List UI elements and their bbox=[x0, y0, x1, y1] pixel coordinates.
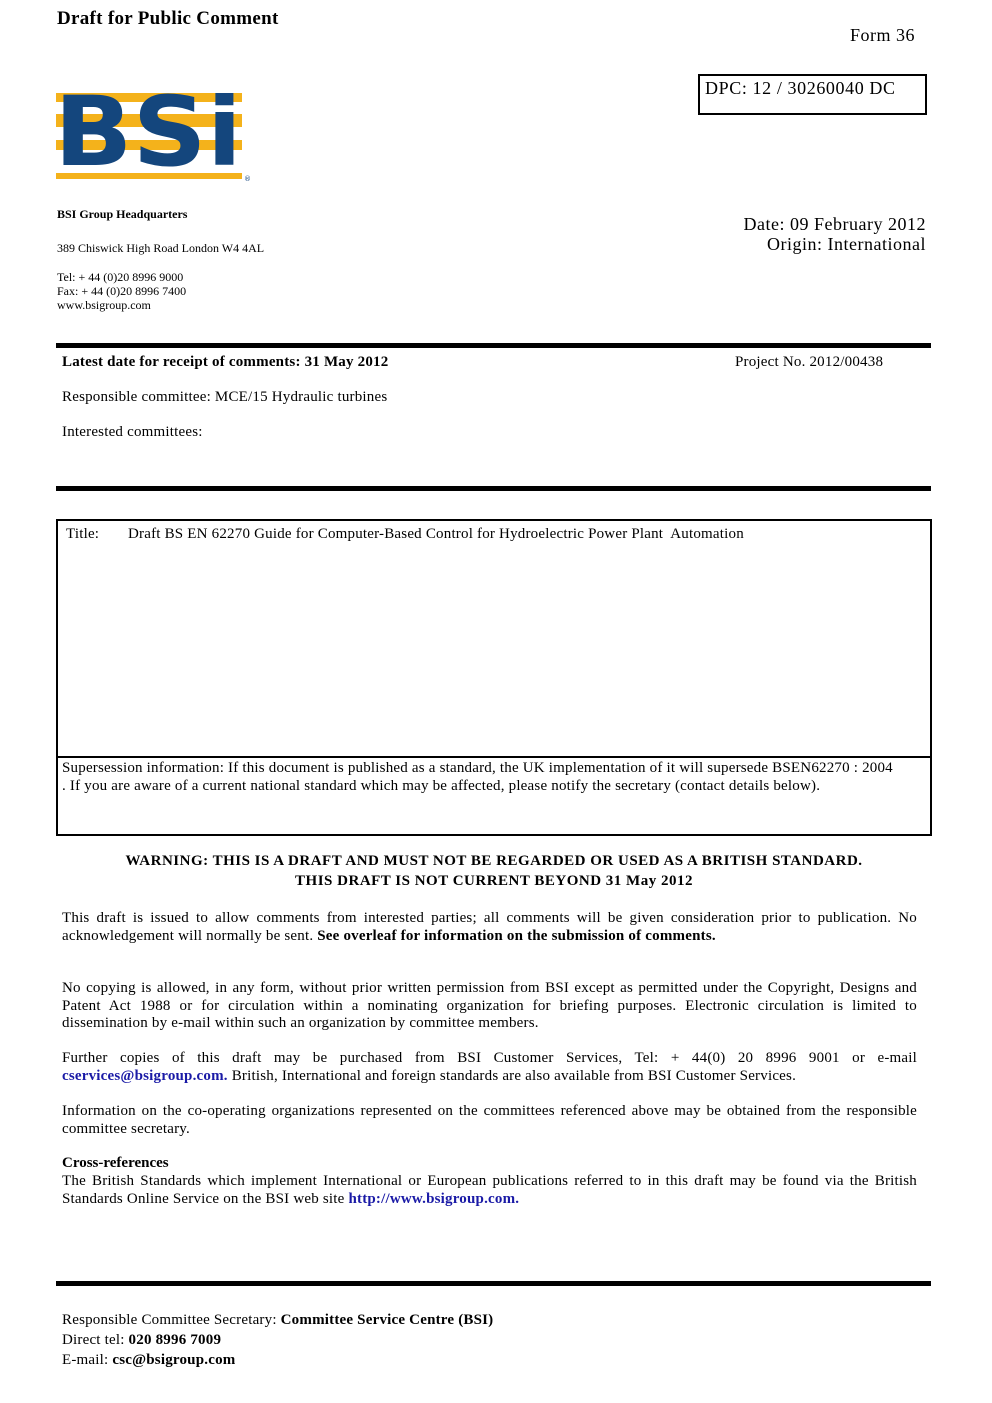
project-number: Project No. 2012/00438 bbox=[735, 354, 884, 370]
footer-email: E-mail: csc@bsigroup.com bbox=[62, 1352, 236, 1368]
interested-committees: Interested committees: bbox=[62, 424, 203, 440]
svg-text:®: ® bbox=[244, 175, 251, 183]
divider bbox=[56, 343, 931, 348]
overleaf-note: See overleaf for information on the submission of comments. bbox=[317, 927, 716, 944]
hq-title: BSI Group Headquarters bbox=[57, 207, 188, 221]
supersession-info: Supersession information: If this document is published as a standard, the UK implementation of it will supersede BSEN62270 : 2004 . If you are aware of a current national standard which may be affected, please notify the secretary (contact details below). bbox=[62, 760, 893, 794]
footer-secretary: Responsible Committee Secretary: Committee Service Centre (BSI) bbox=[62, 1312, 494, 1328]
footer-tel: Direct tel: 020 8996 7009 bbox=[62, 1332, 222, 1348]
footer-contact bbox=[62, 1310, 493, 1370]
hq-address: 389 Chiswick High Road London W4 4AL bbox=[57, 241, 265, 255]
title-text: Draft BS EN 62270 Guide for Computer-Based Control for Hydroelectric Power Plant Automation bbox=[128, 526, 744, 542]
customer-services-email-link[interactable]: cservices@bsigroup.com. bbox=[62, 1067, 228, 1084]
warning-line-2: THIS DRAFT IS NOT CURRENT BEYOND 31 May 2012 bbox=[295, 873, 693, 889]
responsible-committee: Responsible committee: MCE/15 Hydraulic turbines bbox=[62, 389, 388, 405]
paragraph-organizations: Information on the co-operating organizations represented on the committees referenced above may be obtained from the responsible committee secretary. bbox=[62, 1103, 917, 1137]
paragraph-cross-references: The British Standards which implement International or European publications referred to in this draft may be found via the British Standards Online Service on the BSI web site http://www.bsigroup.com. bbox=[62, 1173, 917, 1207]
paragraph-further-copies: Further copies of this draft may be purchased from BSI Customer Services, Tel: + 44(0) 20 8996 9001 or e-mail cservices@bsigroup.com. British, International and foreign standards are also available from BSI Customer Services. bbox=[62, 1050, 917, 1084]
form-number: Form 36 bbox=[850, 25, 916, 45]
draft-title: Draft for Public Comment bbox=[57, 8, 279, 29]
paragraph-comments: This draft is issued to allow comments from interested parties; all comments will be given consideration prior to publication. No acknowledgement will normally be sent. See overleaf for information on the submission of comments. bbox=[62, 910, 917, 944]
hq-web: www.bsigroup.com bbox=[57, 298, 151, 312]
divider bbox=[56, 1281, 931, 1286]
secretary-email-link[interactable]: csc@bsigroup.com bbox=[112, 1352, 236, 1368]
origin: Origin: International bbox=[767, 234, 926, 254]
hq-fax: Fax: + 44 (0)20 8996 7400 bbox=[57, 284, 187, 298]
title-label: Title: bbox=[66, 526, 100, 542]
bsi-logo bbox=[56, 93, 252, 183]
date: Date: 09 February 2012 bbox=[743, 214, 926, 234]
dpc-reference: DPC: 12 / 30260040 DC bbox=[698, 74, 927, 115]
divider bbox=[58, 756, 930, 758]
hq-tel: Tel: + 44 (0)20 8996 9000 bbox=[57, 270, 184, 284]
date-origin bbox=[744, 214, 926, 254]
svg-text:BSi: BSi bbox=[56, 93, 242, 183]
divider bbox=[56, 486, 931, 491]
title-box bbox=[56, 519, 932, 836]
bsi-website-link[interactable]: http://www.bsigroup.com. bbox=[348, 1190, 520, 1207]
warning-line-1: WARNING: THIS IS A DRAFT AND MUST NOT BE REGARDED OR USED AS A BRITISH STANDARD. bbox=[125, 853, 863, 869]
cross-references-heading: Cross-references bbox=[62, 1155, 169, 1171]
hq-contact bbox=[57, 270, 186, 312]
latest-comment-date: Latest date for receipt of comments: 31 May 2012 bbox=[62, 354, 389, 370]
paragraph-copying: No copying is allowed, in any form, without prior written permission from BSI except as permitted under the Copyright, Designs and Patent Act 1988 or for circulation within a nominating organization for briefing purposes. Electronic circulation is limited to dissemination by e-mail within such an organization by committee members. bbox=[62, 980, 917, 1031]
draft-warning bbox=[56, 851, 932, 891]
